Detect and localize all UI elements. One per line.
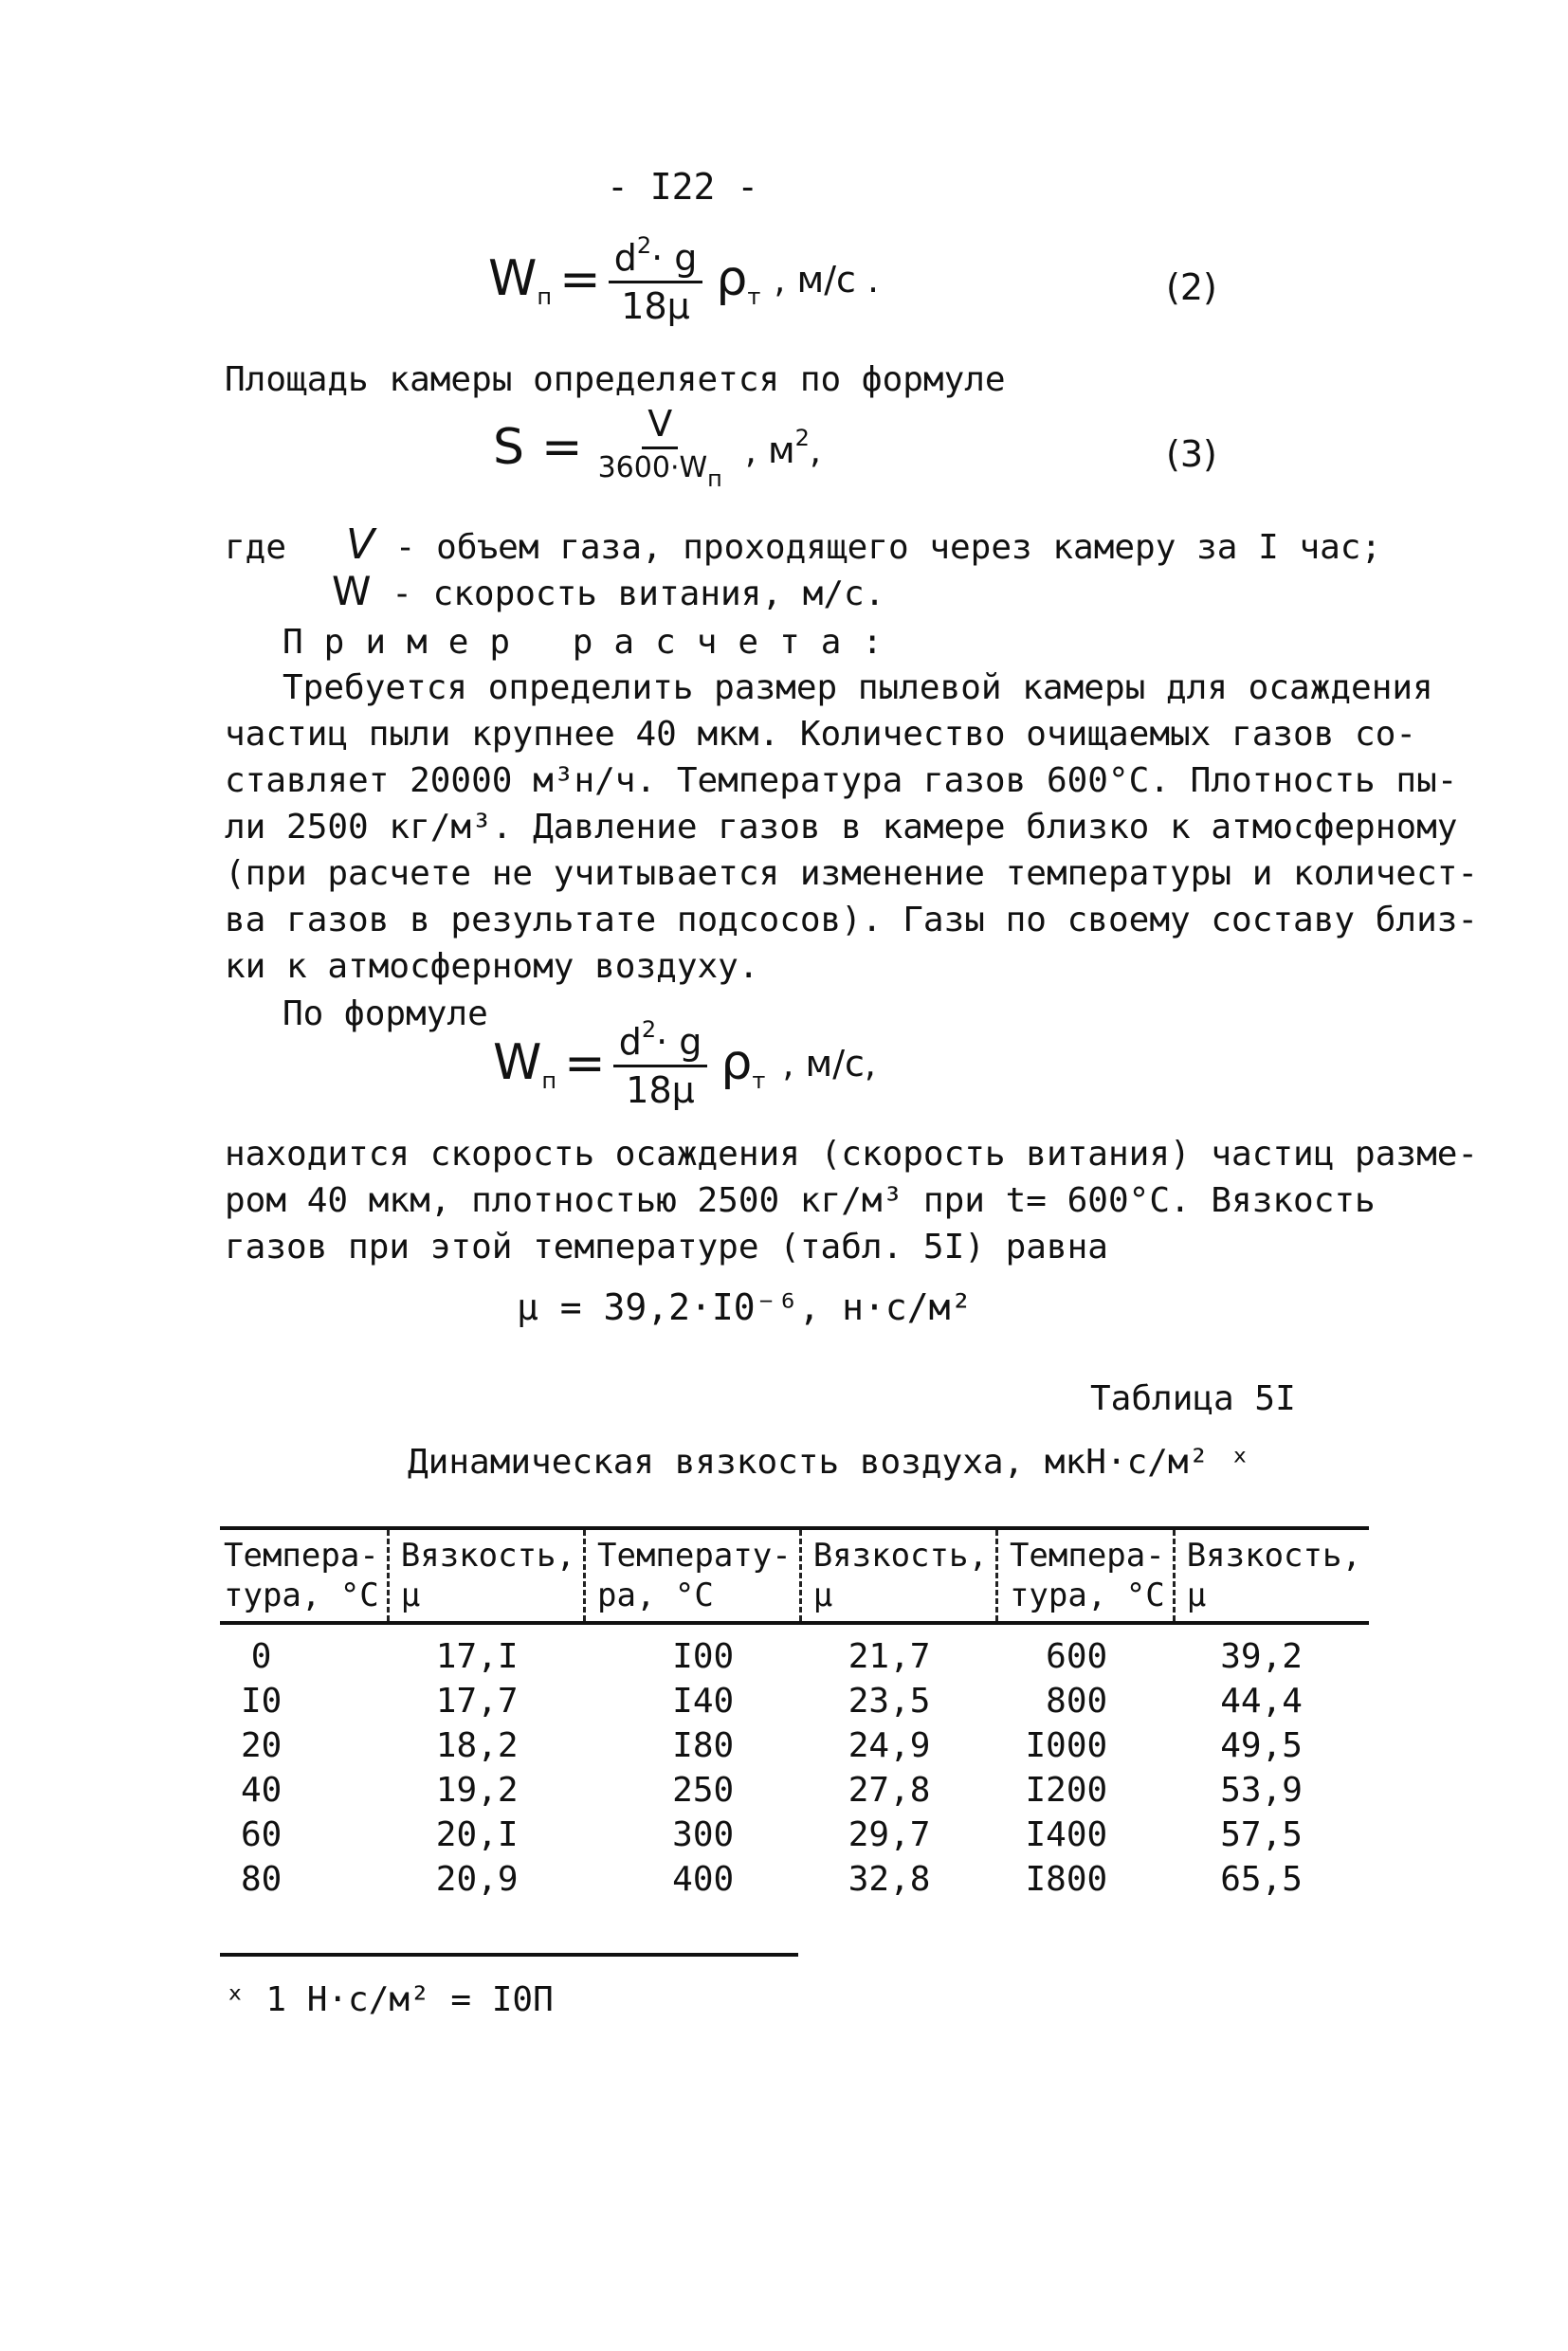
paragraph-line-6: ва газов в результате подсосов). Газы по своему составу близ- [225,901,1479,939]
table-cell: 19,2 [435,1771,519,1810]
table-cell: 18,2 [435,1726,519,1765]
paragraph-line-1: Требуется определить размер пылевой камеры для осаждения [283,668,1433,707]
header-temperature-3: Темпера- тура, °С [996,1528,1174,1623]
table-title: Динамическая вязкость воздуха, мкН·с/м² ˣ [408,1443,1250,1482]
where-w-line: W - скорость витания, м/с. [332,568,885,614]
table-header-row [220,1528,1369,1623]
paragraph-line-5: (при расчете не учитывается изменение температуры и количест- [225,854,1479,893]
table-cell: 39,2 [1220,1637,1303,1676]
table-cell: 49,5 [1220,1726,1303,1765]
table-row [220,1813,1369,1857]
footnote: ˣ 1 Н·с/м² = I0П [225,1980,554,2019]
table-cell: 53,9 [1220,1771,1303,1810]
table-cell: 0 [250,1637,272,1676]
paragraph-line-2: частиц пыли крупнее 40 мкм. Количество очищаемых газов со- [225,715,1417,754]
paragraph-line-7: ки к атмосферному воздуху. [225,947,759,986]
header-viscosity-1: Вязкость, μ [388,1528,584,1623]
table-cell: 57,5 [1220,1815,1303,1854]
viscosity-table [220,1526,1369,1902]
table-cell: I800 [1025,1860,1108,1899]
table-cell: 400 [672,1860,735,1899]
result-line-1: находится скорость осаждения (скорость витания) частиц разме- [225,1135,1479,1174]
table-cell: 32,8 [848,1860,931,1899]
header-temperature-2: Температу- ра, °С [585,1528,801,1623]
formula-area-fraction: $\frac{V}{3600\cdot W_п}$ [597,403,722,492]
viscosity-value: μ = 39,2·I0⁻⁶, н·с/м² [517,1286,973,1328]
equation-number-2: (2) [1166,266,1217,308]
table-cell: 20,I [435,1815,519,1854]
table-cell: 29,7 [848,1815,931,1854]
table-cell: 17,7 [435,1682,519,1721]
table-label: Таблица 5I [1090,1379,1296,1418]
table-cell: 65,5 [1220,1860,1303,1899]
table-cell: 80 [240,1860,283,1899]
paragraph-line-3: ставляет 20000 м³н/ч. Температура газов 600°С. Плотность пы- [225,761,1458,800]
table-cell: 600 [1046,1637,1108,1676]
table-cell: 21,7 [848,1637,931,1676]
table-cell: I0 [240,1682,283,1721]
table-row [220,1857,1369,1902]
formula-lhs: $W_п$ [488,249,553,310]
chamber-area-intro: Площадь камеры определяется по формуле [225,360,1006,399]
table-row [220,1723,1369,1768]
table-cell: I200 [1025,1771,1108,1810]
table-cell: I400 [1025,1815,1108,1854]
header-viscosity-3: Вязкость, μ [1174,1528,1369,1623]
header-viscosity-2: Вязкость, μ [800,1528,996,1623]
table-cell: 27,8 [848,1771,931,1810]
table-row [220,1679,1369,1723]
formula-settling-velocity: $W_п$ = $\frac{d^2\cdot g}{18\mu}$ $\rho_т$ , м/с . [488,232,880,327]
table-cell: I000 [1025,1726,1108,1765]
result-line-2: ром 40 мкм, плотностью 2500 кг/м³ при t= 600°С. Вязкость [225,1181,1376,1220]
table-cell: 300 [672,1815,735,1854]
equation-number-3: (3) [1166,433,1217,475]
page-number: - I22 - [607,166,759,208]
table-cell: 44,4 [1220,1682,1303,1721]
where-label: где [225,528,287,567]
footnote-rule [220,1953,798,1957]
table-cell: 20,9 [435,1860,519,1899]
table-cell: 20 [240,1726,283,1765]
table-cell: 60 [240,1815,283,1854]
header-temperature-1: Темпера- тура, °С [224,1537,379,1614]
formula-repeat-fraction: $\frac{d^2\cdot g}{18\mu}$ [613,1016,708,1111]
table-cell: I00 [672,1637,735,1676]
formula-settling-velocity-repeat: $W_п$ = $\frac{d^2\cdot g}{18\mu}$ $\rho_т$ , м/с, [493,1016,876,1111]
formula-fraction: $\frac{d^2\cdot g}{18\mu}$ [609,232,703,327]
table-cell: I80 [672,1726,735,1765]
table-row [220,1768,1369,1813]
table-row [220,1623,1369,1679]
example-heading: Пример расчета: [283,623,904,662]
table-cell: 800 [1046,1682,1108,1721]
table-cell: 40 [240,1771,283,1810]
table-cell: 24,9 [848,1726,931,1765]
table-cell: 250 [672,1771,735,1810]
formula-chamber-area: S = $\frac{V}{3600\cdot W_п}$ , $м^2$, [493,403,822,492]
table-cell: 17,I [435,1637,519,1676]
paragraph-line-4: ли 2500 кг/м³. Давление газов в камере близко к атмосферному [225,808,1458,847]
where-v-line: V - объем газа, проходящего через камеру за I час; [346,520,1382,569]
by-formula-label: По формуле [283,994,488,1033]
table-cell: 23,5 [848,1682,931,1721]
result-line-3: газов при этой температуре (табл. 5I) равна [225,1228,1108,1267]
table-cell: I40 [672,1682,735,1721]
